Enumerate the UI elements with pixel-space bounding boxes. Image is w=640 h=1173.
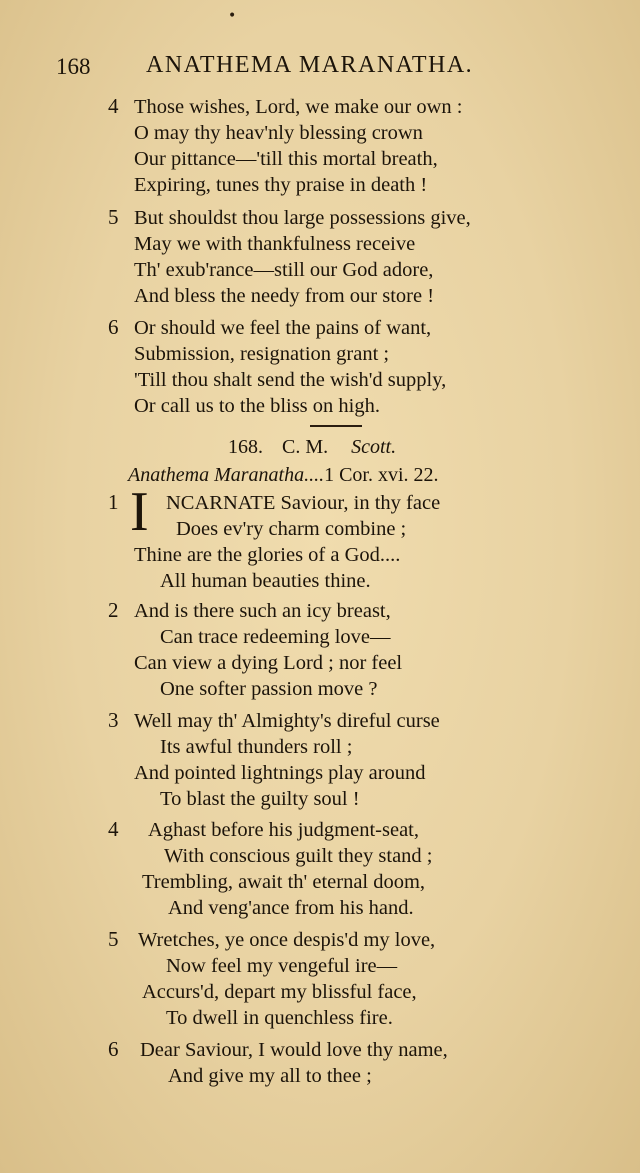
verse-line: Or should we feel the pains of want, [134, 317, 432, 339]
verse-number: 3 [108, 708, 119, 732]
verse-number: 5 [108, 927, 119, 951]
verse-line: Th' exub'rance—still our God adore, [134, 259, 434, 281]
verse-number: 4 [108, 94, 119, 118]
verse-line: Submission, resignation grant ; [134, 343, 390, 365]
hymn-meter: C. M. [282, 436, 329, 458]
hymn-subtitle [128, 464, 439, 487]
hymn2-verse-6 [108, 1037, 448, 1089]
hymn-heading [228, 436, 396, 459]
verse-line: But shouldst thou large possessions give, [134, 207, 471, 229]
verse-number: 5 [108, 205, 119, 229]
verse-line: Its awful thunders roll ; [160, 736, 353, 758]
verse-line: And bless the needy from our store ! [134, 285, 435, 307]
verse-number: 4 [108, 817, 119, 841]
hymn2-verse-5 [108, 927, 435, 1031]
drop-cap: I [130, 481, 149, 543]
section-divider [310, 425, 362, 427]
hymn-title: Anathema Maranatha.... [128, 464, 325, 486]
verse-line: Trembling, await th' eternal doom, [142, 871, 426, 893]
verse-line: Accurs'd, depart my blissful face, [142, 981, 417, 1003]
ink-mark: • [228, 8, 237, 24]
verse-line: One softer passion move ? [160, 678, 378, 700]
hymn2-verse-4 [108, 817, 433, 921]
verse-line: Well may th' Almighty's direful curse [134, 710, 440, 732]
verse-line: And is there such an icy breast, [134, 600, 391, 622]
running-title: ANATHEMA MARANATHA. [146, 52, 474, 78]
verse-line: Dear Saviour, I would love thy name, [140, 1039, 448, 1061]
verse-number: 1 [108, 490, 119, 514]
verse-line: Can view a dying Lord ; nor feel [134, 652, 403, 674]
verse-line: And give my all to thee ; [168, 1065, 372, 1087]
scripture-reference: 1 Cor. xvi. 22. [324, 464, 439, 486]
hymn-author: Scott. [351, 436, 397, 458]
verse-line: Does ev'ry charm combine ; [176, 518, 407, 540]
page-header [56, 50, 536, 86]
verse-line: Aghast before his judgment-seat, [148, 819, 419, 841]
verse-line: And pointed lightnings play around [134, 762, 426, 784]
verse-line: May we with thankfulness receive [134, 233, 416, 255]
hymn2-verse-1 [108, 490, 440, 594]
verse-line: Can trace redeeming love— [160, 626, 391, 648]
verse-line: NCARNATE Saviour, in thy face [166, 492, 441, 514]
verse-line: And veng'ance from his hand. [168, 897, 414, 919]
verse-line: All human beauties thine. [160, 570, 371, 592]
verse-line: 'Till thou shalt send the wish'd supply, [134, 369, 447, 391]
verse-line: Wretches, ye once despis'd my love, [138, 929, 436, 951]
verse-number: 6 [108, 315, 119, 339]
verse-line: Expiring, tunes thy praise in death ! [134, 174, 428, 196]
verse-line: To blast the guilty soul ! [160, 788, 360, 810]
hymn1-verse-6 [108, 315, 446, 419]
hymn2-verse-3 [108, 708, 440, 812]
hymn1-verse-5 [108, 205, 471, 309]
verse-line: To dwell in quenchless fire. [166, 1007, 393, 1029]
verse-line: With conscious guilt they stand ; [164, 845, 433, 867]
hymn1-verse-4 [108, 94, 463, 198]
page-number: 168 [56, 54, 91, 79]
hymn2-verse-2 [108, 598, 402, 702]
verse-line: Those wishes, Lord, we make our own : [134, 96, 463, 118]
verse-line: Thine are the glories of a God.... [134, 544, 401, 566]
verse-line: Our pittance—'till this mortal breath, [134, 148, 438, 170]
verse-number: 6 [108, 1037, 119, 1061]
verse-line: O may thy heav'nly blessing crown [134, 122, 423, 144]
verse-line: Or call us to the bliss on high. [134, 395, 380, 417]
verse-number: 2 [108, 598, 119, 622]
hymn-number: 168. [228, 436, 263, 458]
verse-line: Now feel my vengeful ire— [166, 955, 398, 977]
